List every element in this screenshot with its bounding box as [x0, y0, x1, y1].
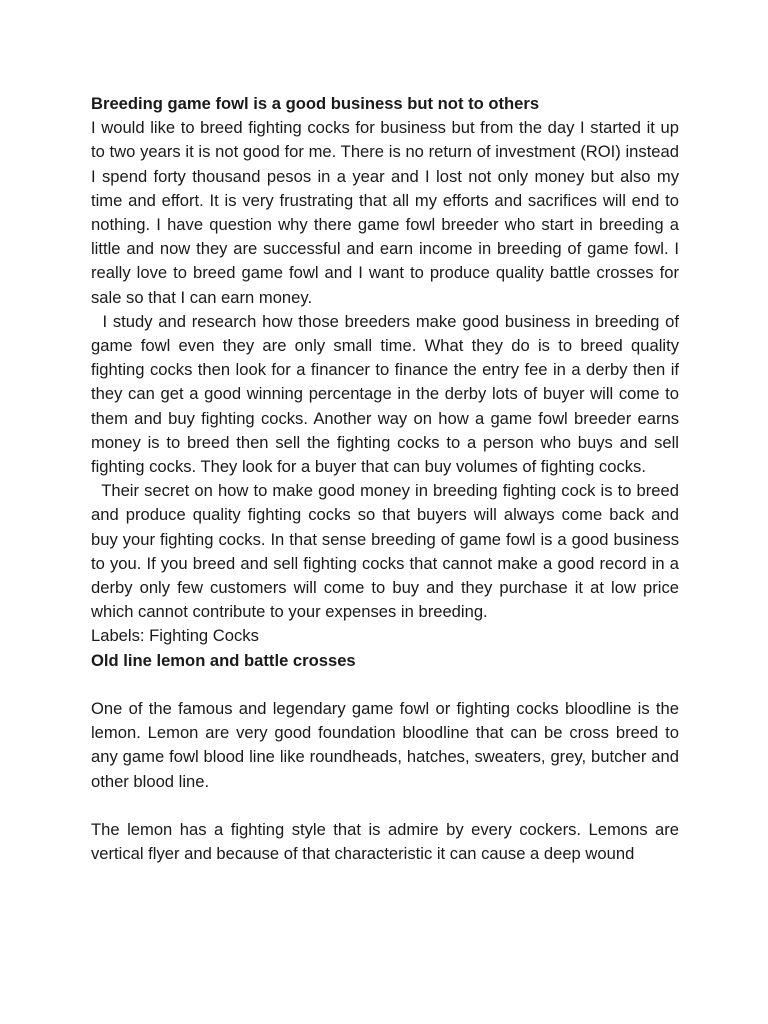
post-paragraph: The lemon has a fighting style that is admire by every cockers. Lemons are vertical flyer and because of that characteristic it can cause a deep wound [91, 820, 679, 864]
post-paragraph: I would like to breed fighting cocks for business but from the day I started it up to two years it is not good for me. There is no return of investment (ROI) instead I spend forty thousand pesos in a year and I lost not only money but also my time and effort. It is very frustrating that all my efforts and sacrifices will end to nothing. I have question why there game fowl breeder who start in breeding a little and now they are successful and earn income in breeding of game fowl. I really love to breed game fowl and I want to produce quality battle crosses for sale so that I can earn money. [91, 118, 679, 307]
post-paragraph: I study and research how those breeders make good business in breeding of game fowl even they are only small time. What they do is to breed quality fighting cocks then look for a financer to finance the entry fee in a derby then if they can get a good winning percentage in the derby lots of buyer will come to them and buy fighting cocks. Another way on how a game fowl breeder earns money is to breed then sell the fighting cocks to a person who buys and sell fighting cocks. They look for a buyer that can buy volumes of fighting cocks. [91, 311, 684, 477]
post-paragraph: Their secret on how to make good money in breeding fighting cock is to breed and produce quality fighting cocks so that buyers will always come back and buy your fighting cocks. In that sense breeding of game fowl is a good business to you. If you breed and sell fighting cocks that cannot make a good record in a derby only few customers will come to buy and they purchase it at low price which cannot contribute to your expenses in breeding. [91, 481, 684, 622]
post-title: Breeding game fowl is a good business but not to others [91, 94, 540, 113]
document-page [91, 92, 684, 866]
spacer [91, 673, 679, 697]
spacer [91, 794, 679, 818]
post-labels: Labels: Fighting Cocks [91, 626, 259, 646]
post-paragraph: One of the famous and legendary game fowl or fighting cocks bloodline is the lemon. Lemon are very good foundation bloodline that can be cross breed to any game fowl blood line like roundheads, hatches, sweaters, grey, butcher and other blood line. [91, 699, 679, 791]
post-title: Old line lemon and battle crosses [91, 650, 356, 670]
